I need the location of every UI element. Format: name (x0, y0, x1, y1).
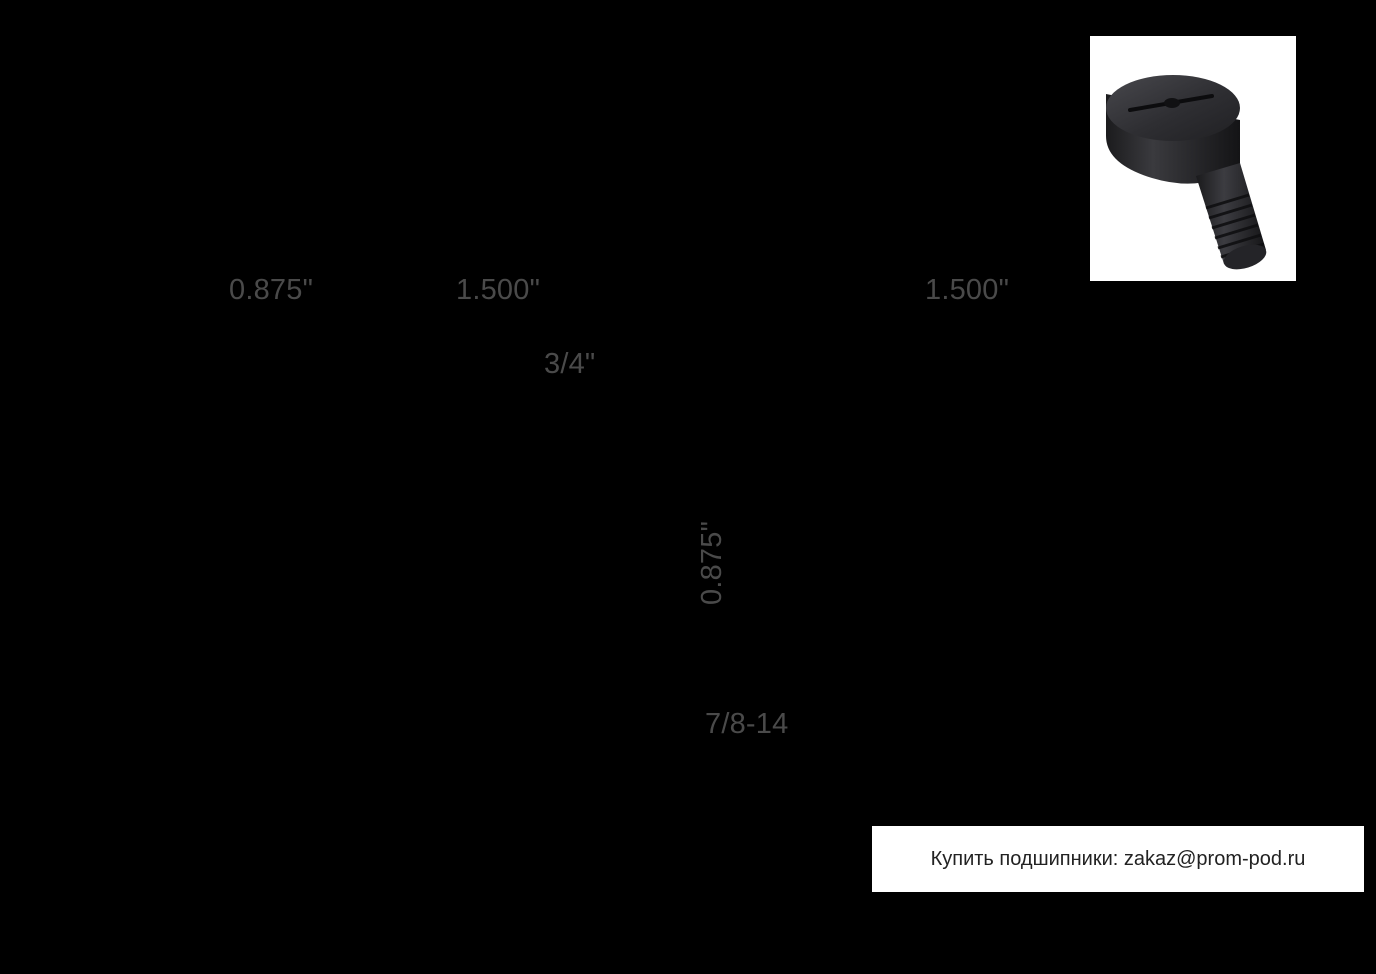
product-photo (1090, 36, 1296, 281)
dimension-label-thread-size: 7/8-14 (705, 708, 789, 740)
contact-banner-text: Купить подшипники: zakaz@prom-pod.ru (930, 847, 1306, 870)
dimension-label-roller-diameter: 1.500" (456, 274, 541, 306)
dimension-label-outer-diameter: 1.500" (925, 274, 1010, 306)
dimension-label-roller-width: 0.875" (229, 274, 314, 306)
dimension-label-stud-height: 0.875" (696, 520, 728, 605)
dimension-label-stud-length: 3/4" (544, 348, 596, 380)
contact-banner (872, 826, 1364, 892)
cam-follower-illustration (1090, 36, 1296, 281)
